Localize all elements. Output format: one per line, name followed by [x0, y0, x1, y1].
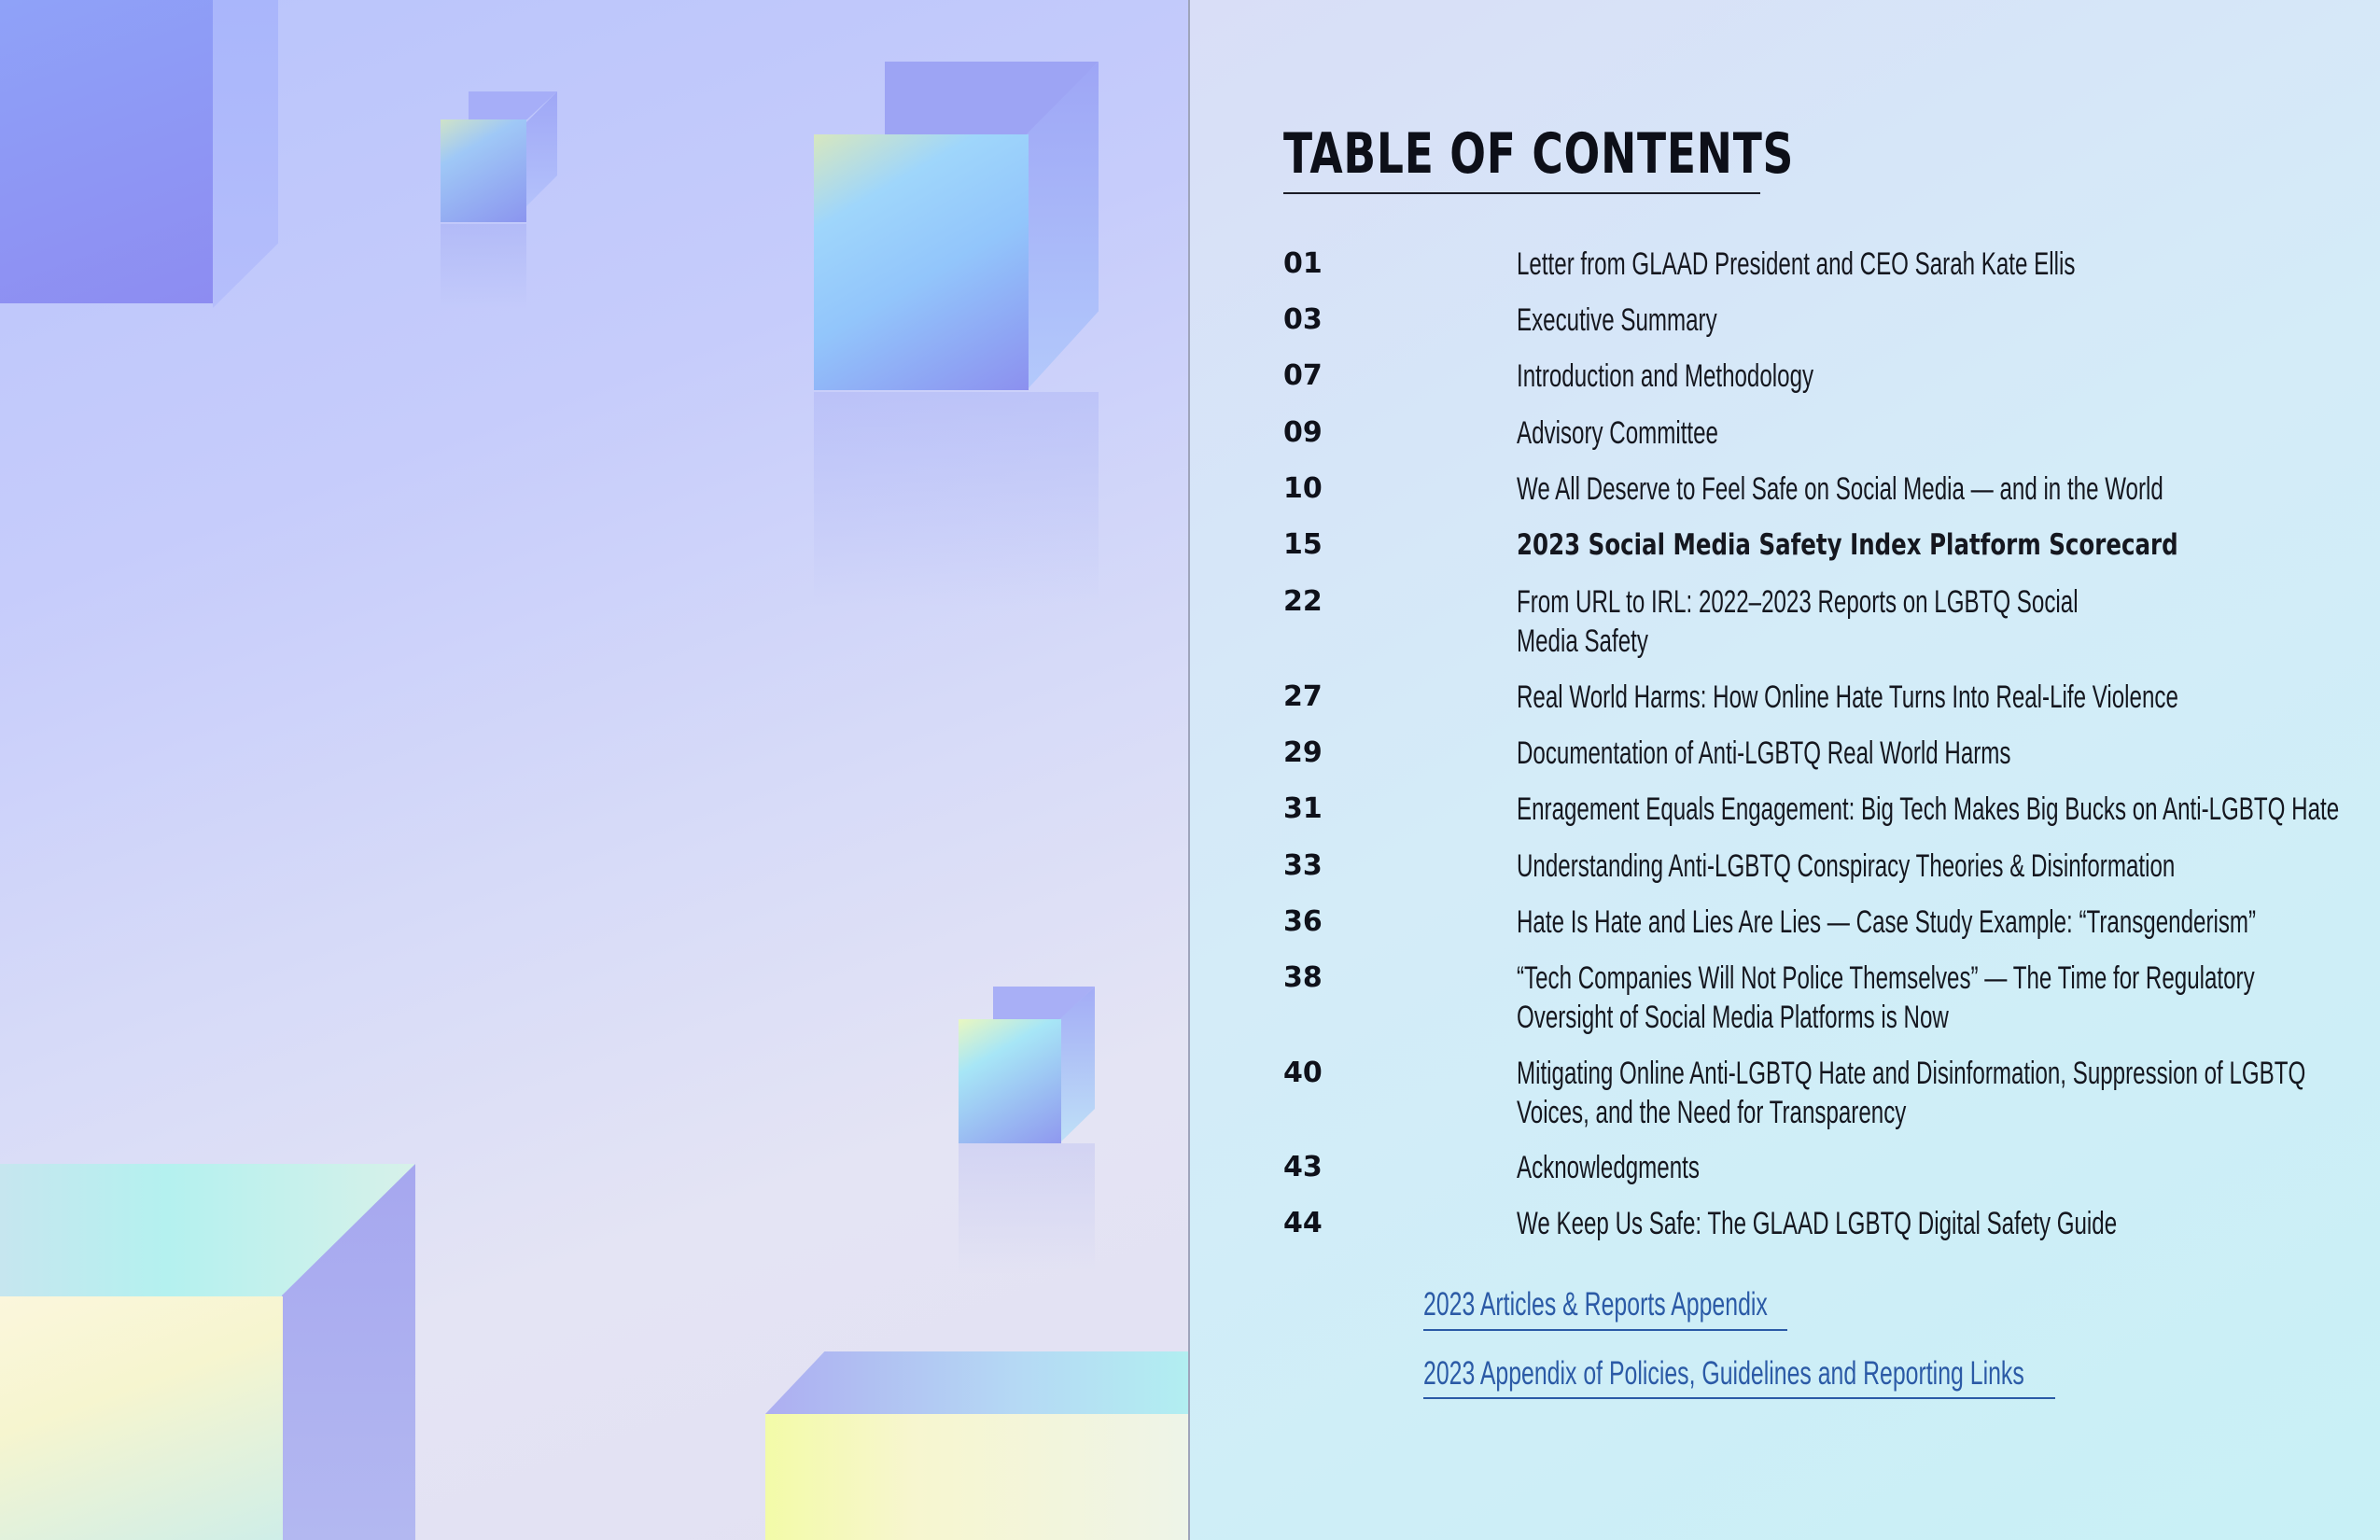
toc-page-number: 07 [1283, 359, 1323, 392]
articles-appendix-underline [1423, 1329, 1787, 1331]
toc-page-number: 22 [1283, 585, 1323, 618]
toc-title: TABLE OF CONTENTS [1283, 121, 1795, 187]
toc-entry-title: Letter from GLAAD President and CEO Sarah Kate Ellis [1517, 246, 2076, 282]
toc-page-number: 27 [1283, 680, 1323, 713]
toc-entry-title: From URL to IRL: 2022–2023 Reports on LGBTQ Social [1517, 584, 2079, 620]
toc-entry-title: Documentation of Anti-LGBTQ Real World Harms [1517, 735, 2011, 771]
toc-page-number: 33 [1283, 849, 1323, 882]
cube-top-left [0, 0, 280, 308]
toc-entry-title: Real World Harms: How Online Hate Turns Into Real-Life Violence [1517, 679, 2178, 715]
toc-entry-title: Acknowledgments [1517, 1150, 1700, 1185]
toc-page-number: 43 [1283, 1151, 1323, 1183]
cube-small-right [959, 987, 1095, 1145]
cube-large-reflection [814, 392, 1099, 607]
cube-bottom-left [0, 1164, 415, 1540]
toc-entry-title: We All Deserve to Feel Safe on Social Media — and in the World [1517, 471, 2163, 507]
toc-page-number: 03 [1283, 303, 1323, 336]
toc-page-number: 40 [1283, 1057, 1323, 1089]
toc-page-number: 15 [1283, 528, 1323, 561]
toc-entry-title: “Tech Companies Will Not Police Themselves” — The Time for Regulatory [1517, 960, 2255, 996]
toc-entry-title-continued: Media Safety [1517, 623, 1648, 659]
left-page-art [0, 0, 1188, 1540]
toc-page-number: 29 [1283, 736, 1323, 769]
toc-page-number: 31 [1283, 792, 1323, 825]
toc-entry-title: Understanding Anti-LGBTQ Conspiracy Theories & Disinformation [1517, 848, 2176, 884]
toc-page-number: 09 [1283, 416, 1323, 449]
toc-page-number: 10 [1283, 472, 1323, 505]
toc-entry-title: We Keep Us Safe: The GLAAD LGBTQ Digital Safety Guide [1517, 1206, 2118, 1241]
toc-entry-title-continued: Oversight of Social Media Platforms is Now [1517, 1000, 1949, 1035]
cube-small-top [441, 91, 557, 227]
toc-entry-title: Advisory Committee [1517, 415, 1718, 451]
title-underline [1283, 192, 1760, 194]
table-of-contents-page [1190, 0, 2380, 1540]
toc-entry-title: 2023 Social Media Safety Index Platform Scorecard [1517, 528, 2178, 562]
cube-small-right-reflection [959, 1143, 1095, 1274]
toc-entry-title: Mitigating Online Anti-LGBTQ Hate and Disinformation, Suppression of LGBTQ [1517, 1056, 2306, 1091]
toc-entry-title: Enragement Equals Engagement: Big Tech Makes Big Bucks on Anti-LGBTQ Hate [1517, 791, 2340, 827]
toc-entry-title: Hate Is Hate and Lies Are Lies — Case Study Example: “Transgenderism” [1517, 904, 2257, 940]
toc-page-number: 44 [1283, 1207, 1323, 1239]
policies-appendix-underline [1423, 1397, 2055, 1399]
toc-page-number: 01 [1283, 247, 1323, 280]
cube-large-top-right [814, 62, 1099, 393]
toc-page-number: 38 [1283, 961, 1323, 994]
articles-appendix-link[interactable]: 2023 Articles & Reports Appendix [1423, 1286, 1768, 1323]
cube-bottom-right [765, 1351, 1188, 1540]
cube-small-top-reflection [441, 224, 526, 308]
policies-appendix-link[interactable]: 2023 Appendix of Policies, Guidelines and Reporting Links [1423, 1355, 2024, 1392]
toc-entry-title: Introduction and Methodology [1517, 358, 1814, 394]
toc-page-number: 36 [1283, 905, 1323, 938]
toc-entry-title-continued: Voices, and the Need for Transparency [1517, 1095, 1907, 1130]
toc-entry-title: Executive Summary [1517, 302, 1717, 338]
